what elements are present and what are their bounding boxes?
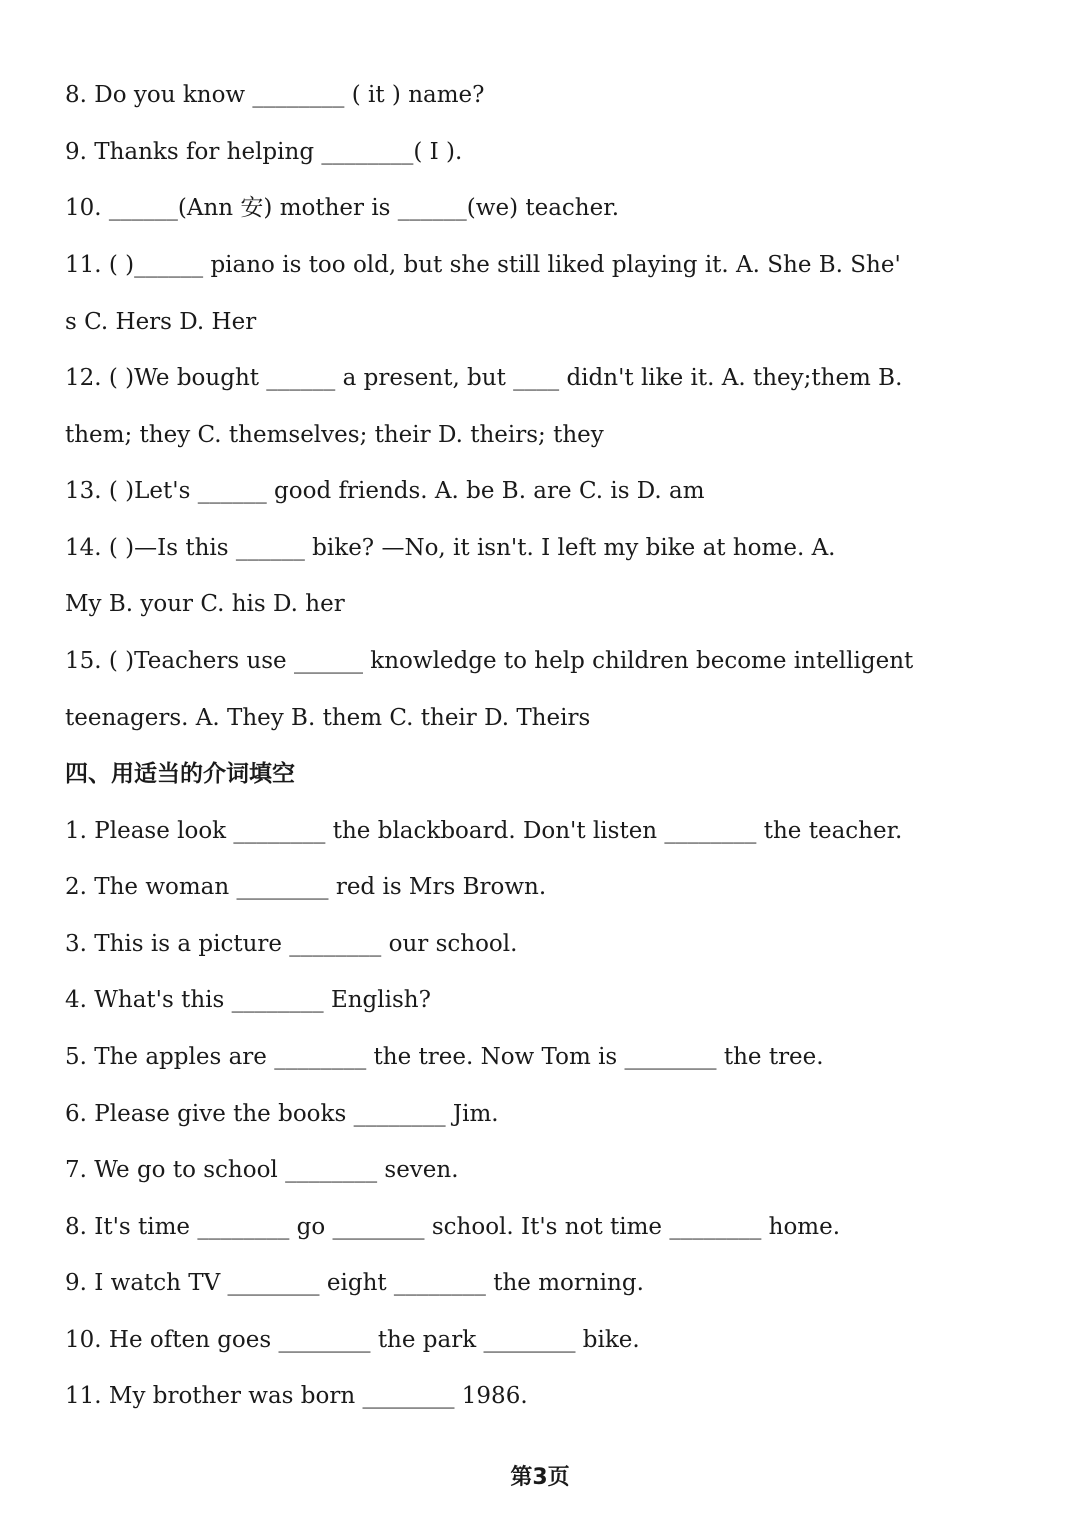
section-heading: 四、用适当的介词填空: [65, 761, 295, 787]
exercise-line-9: 9. Thanks for helping ________( I ).: [65, 139, 463, 165]
prep-line-11: 11. My brother was born ________ 1986.: [65, 1383, 528, 1409]
page-number: 第3页: [510, 1465, 570, 1490]
exercise-line-12-options: them; they C. themselves; their D. theirs; they: [65, 422, 604, 448]
prep-line-9: 9. I watch TV ________ eight ________ the morning.: [65, 1270, 644, 1296]
prep-line-5: 5. The apples are ________ the tree. Now Tom is ________ the tree.: [65, 1044, 824, 1070]
exercise-line-8: 8. Do you know ________ ( it ) name?: [65, 82, 485, 108]
prep-line-8: 8. It's time ________ go ________ school. It's not time ________ home.: [65, 1214, 841, 1240]
exercise-line-11: 11. ( )______ piano is too old, but she still liked playing it. A. She B. She': [65, 252, 901, 278]
prep-line-3: 3. This is a picture ________ our school.: [65, 931, 518, 957]
exercise-line-15-options: teenagers. A. They B. them C. their D. Theirs: [65, 705, 591, 731]
exercise-line-14: 14. ( )—Is this ______ bike? —No, it isn't. I left my bike at home. A.: [65, 535, 836, 561]
prep-line-1: 1. Please look ________ the blackboard. Don't listen ________ the teacher.: [65, 818, 903, 844]
exercise-line-15: 15. ( )Teachers use ______ knowledge to help children become intelligent: [65, 648, 914, 674]
exercise-line-10: 10. ______(Ann 安) mother is ______(we) teacher.: [65, 195, 619, 221]
exercise-line-14-options: My B. your C. his D. her: [65, 591, 345, 617]
prep-line-10: 10. He often goes ________ the park ________ bike.: [65, 1327, 640, 1353]
exercise-line-11-options: s C. Hers D. Her: [65, 309, 257, 335]
exercise-line-13: 13. ( )Let's ______ good friends. A. be B. are C. is D. am: [65, 478, 705, 504]
prep-line-4: 4. What's this ________ English?: [65, 987, 431, 1013]
prep-line-7: 7. We go to school ________ seven.: [65, 1157, 459, 1183]
exercise-line-12: 12. ( )We bought ______ a present, but ____ didn't like it. A. they;them B.: [65, 365, 903, 391]
prep-line-2: 2. The woman ________ red is Mrs Brown.: [65, 874, 547, 900]
prep-line-6: 6. Please give the books ________ Jim.: [65, 1101, 499, 1127]
